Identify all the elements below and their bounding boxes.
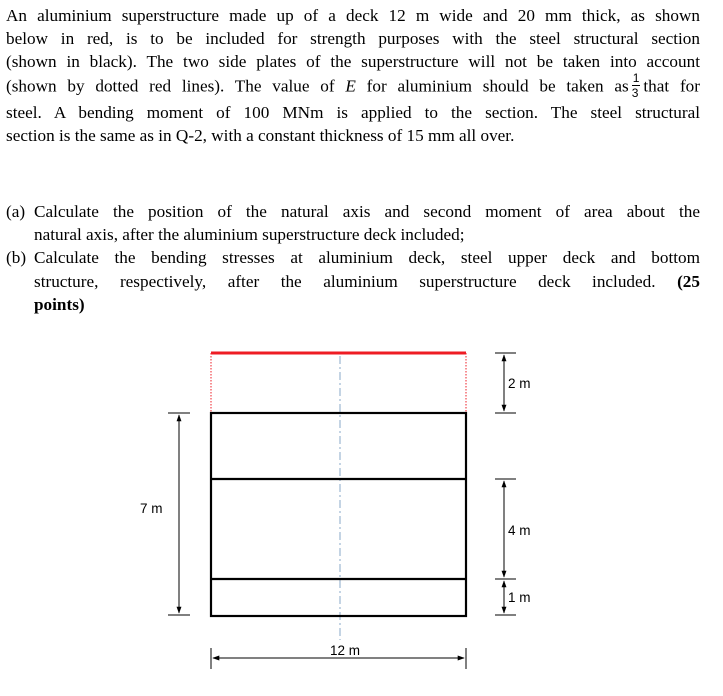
points-label-2: points) (34, 294, 85, 314)
dimension-1m-label: 1 m (508, 590, 531, 605)
part-a-label: (a) (6, 202, 26, 221)
dimension-12m-label: 12 m (330, 643, 361, 658)
modulus-variable: E (345, 76, 356, 96)
part-b-line-2-text: structure, respectively, after the aluminium superstructure deck included. (34, 271, 656, 291)
problem-line-4-post: that for (643, 76, 700, 96)
part-a-line-2: natural axis, after the aluminium superstructure deck included; (34, 225, 465, 245)
problem-line-5: steel. A bending moment of 100 MNm is applied to the section. The steel structural (6, 102, 700, 122)
problem-line-1: An aluminium superstructure made up of a deck 12 m wide and 20 mm thick, as shown (6, 6, 700, 25)
part-a-line-1: Calculate the position of the natural axis and second moment of area about the (34, 202, 700, 221)
problem-line-4-pre: (shown by dotted red lines). The value of (6, 76, 335, 96)
problem-line-4-mid: for aluminium should be taken as (366, 76, 629, 96)
problem-line-6: section is the same as in Q-2, with a constant thickness of 15 mm all over. (6, 125, 515, 145)
dimension-4m-label: 4 m (508, 523, 531, 538)
fraction-numerator: 1 (632, 70, 640, 85)
steel-section-outline (211, 413, 466, 616)
dimension-7m-label: 7 m (140, 501, 163, 516)
problem-line-3: (shown in black). The two side plates of the superstructure will not be taken into account (6, 52, 700, 72)
part-b-line-1: Calculate the bending stresses at aluminium deck, steel upper deck and bottom (34, 248, 700, 268)
fraction-denominator: 3 (631, 85, 639, 100)
part-b-label: (b) (6, 248, 27, 268)
points-label-1: (25 (677, 271, 700, 291)
dimension-2m-label: 2 m (508, 376, 531, 391)
problem-line-2: below in red, is to be included for strength purposes with the steel structural section (6, 29, 700, 49)
